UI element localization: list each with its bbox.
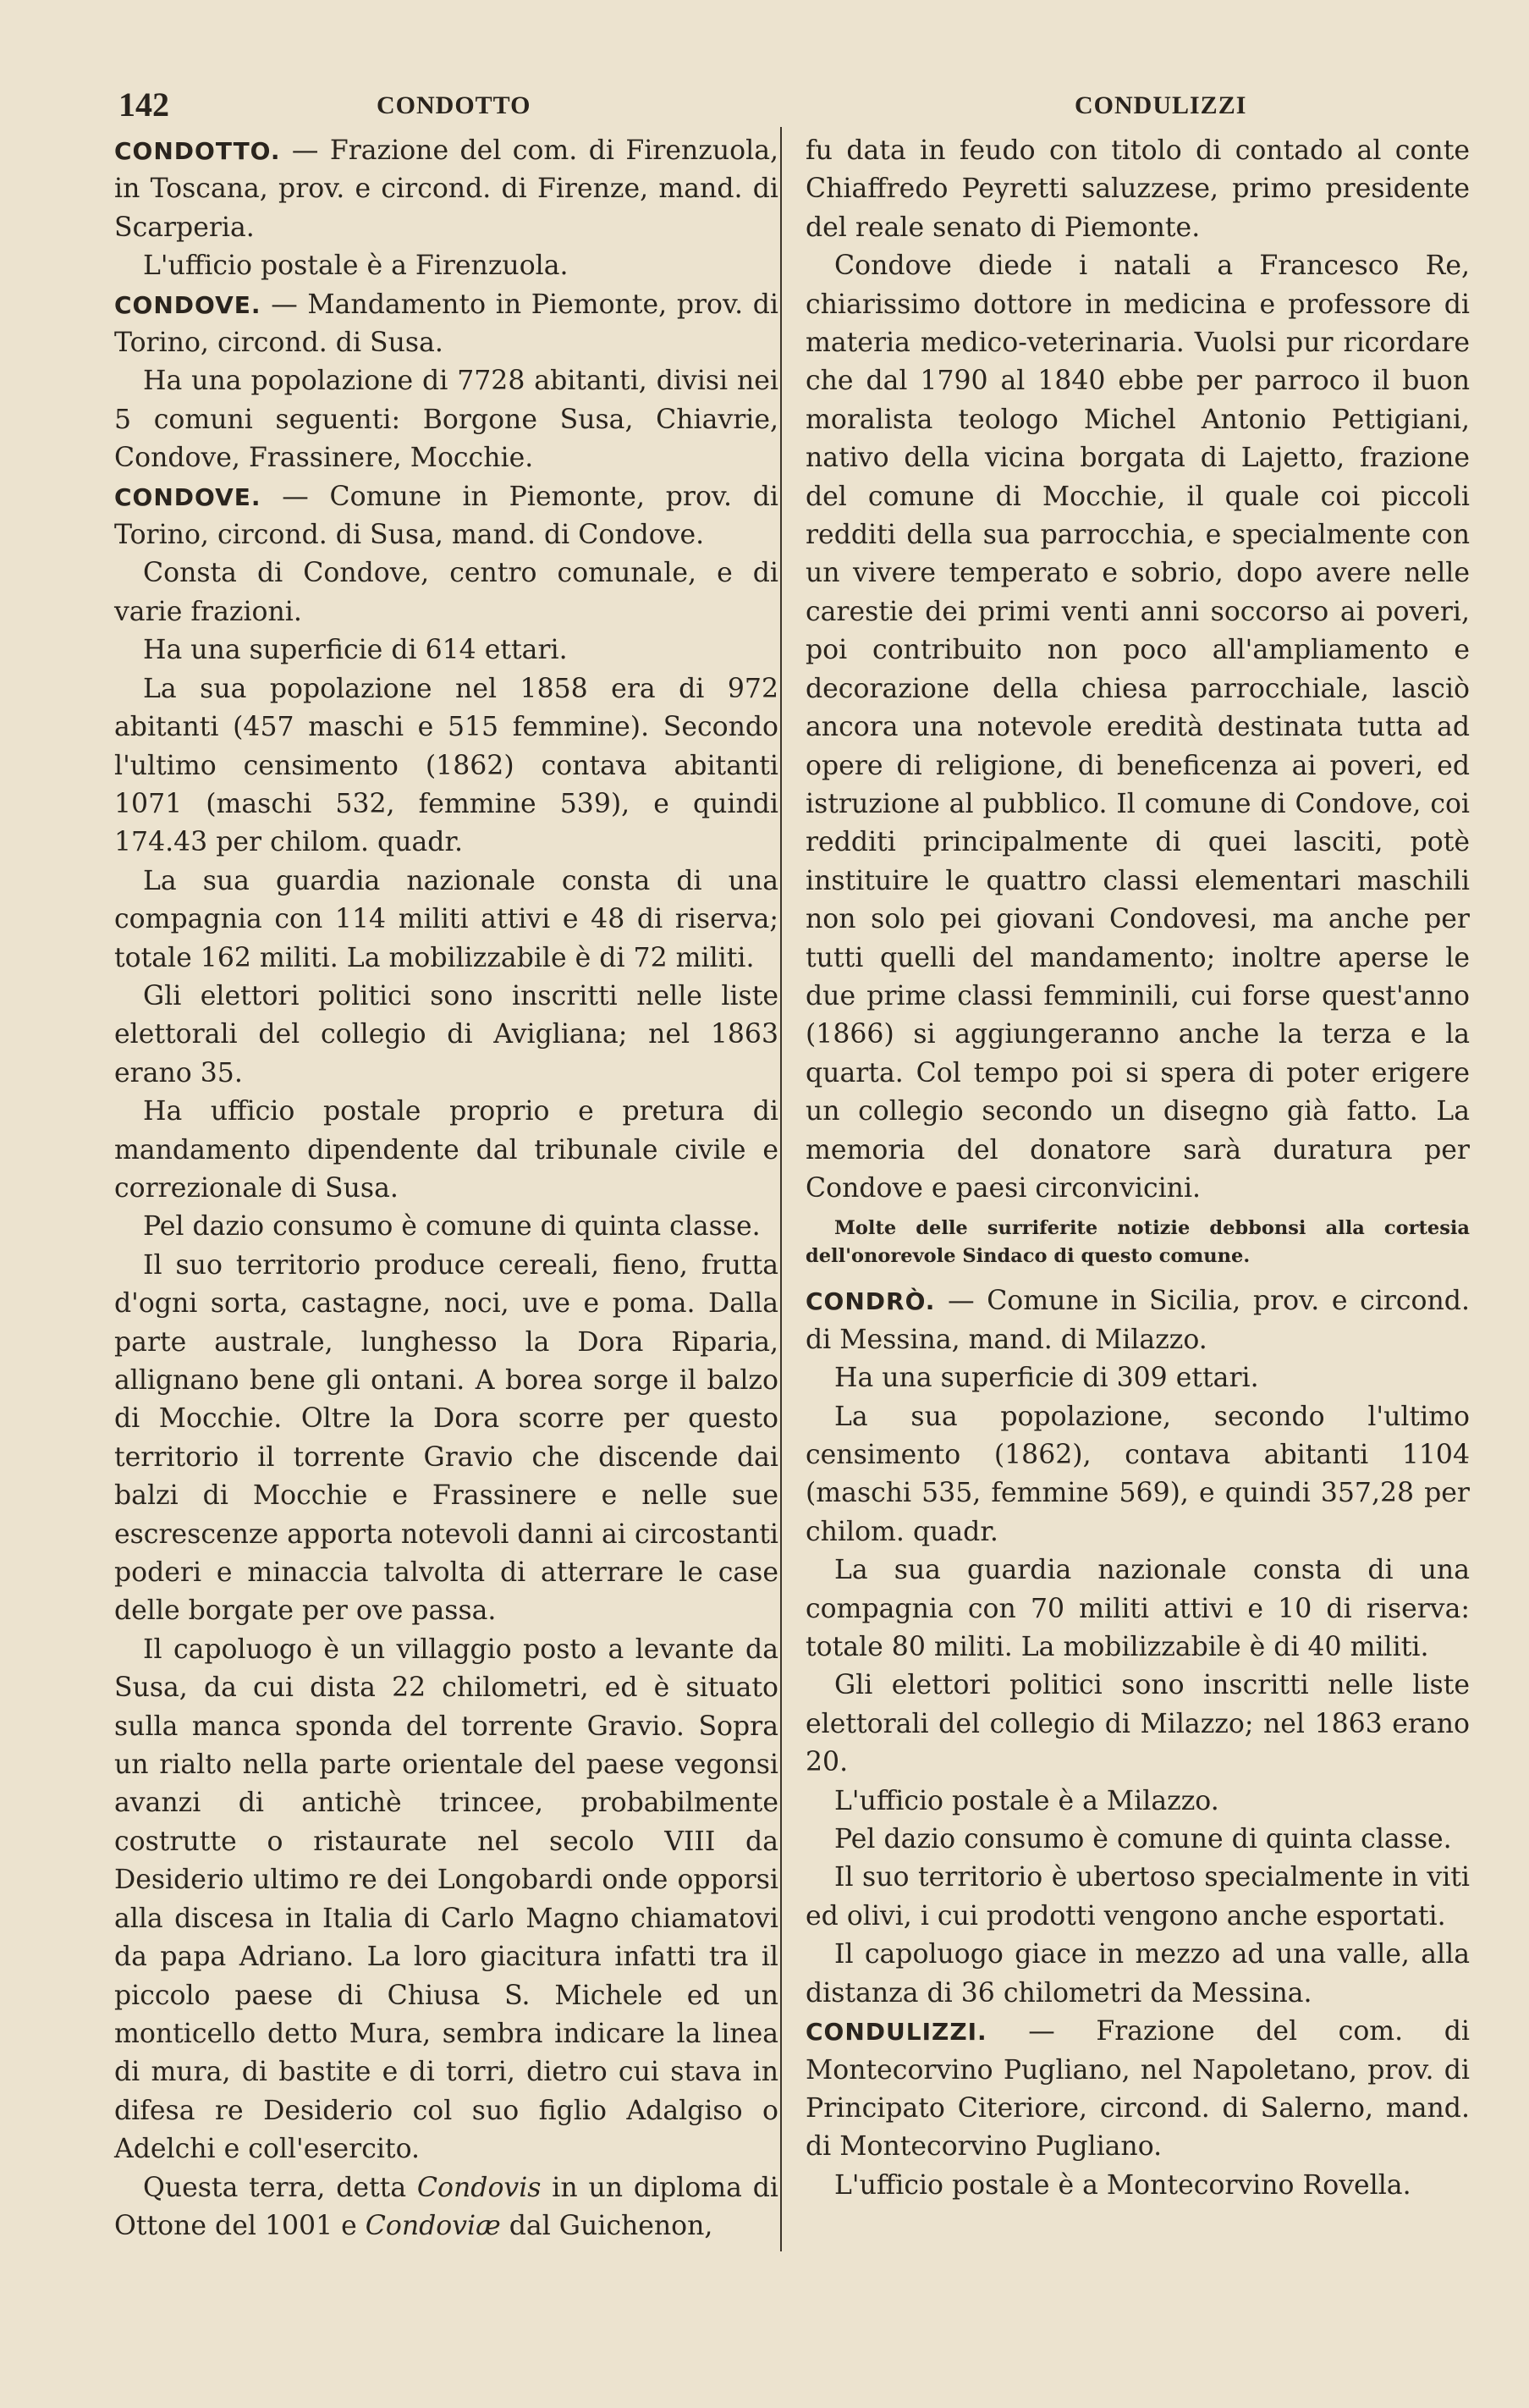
footnote: Molte delle surriferite notizie debbonsi alla cortesia dell'onorevole Sindaco di questo comune.: [806, 1217, 1470, 1268]
paragraph: Pel dazio consumo è comune di quinta classe.: [143, 1211, 761, 1243]
text-fragment: in un diploma di Ottone del 1001 e: [114, 2172, 778, 2241]
left-running-head: CONDOTTO: [377, 91, 531, 119]
paragraph: Condove diede i natali a Francesco Re, chiarissimo dottore in medicina e professore di materia medico-veterinaria. Vuolsi pur ricordare che dal 1790 al 1840 ebbe per parroco il buon moralista teologo Michel Antonio Pettigiani, nativo della vicina borgata di Lajetto, frazione del comune di Mocchie, il quale coi piccoli redditi della sua parrocchia, e specialmente con un vivere temperato e sobrio, dopo avere nelle carestie dei primi venti anni soccorso ai poveri, poi contribuito non poco all'ampliamento e decorazione della chiesa parrocchiale, lasciò ancora una notevole eredità destinata tutta ad opere di religione, di beneficenza ai poveri, ed istruzione al pubblico. Il comune di Condove, coi redditi principalmente di quei lasciti, potè instituire le quattro classi elementari maschili non solo pei giovani Condovesi, ma anche per tutti quelli del mandamento; inoltre aperse le due prime classi femminili, cui forse quest'anno (1866) si aggiungeranno anche la terza e la quarta. Col tempo poi si spera di poter erigere un collegio secondo un disegno già fatto. La memoria del donatore sarà duratura per Condove e paesi circonvicini.: [806, 251, 1470, 1204]
running-header: [118, 85, 1478, 127]
italic-term: Condovis: [416, 2172, 542, 2203]
entry-text: — Mandamento in Piemonte, prov. di Torino, circond. di Susa.: [114, 289, 778, 359]
paragraph: La sua popolazione nel 1858 era di 972 abitanti (457 maschi e 515 femmine). Secondo l'ultimo censimento (1862) contava abitanti 1071 (maschi 532, femmine 539), e quindi 174.43 per chilom. quadr.: [114, 673, 778, 858]
paragraph: Pel dazio consumo è comune di quinta classe.: [834, 1824, 1452, 1855]
entry-condotto: [114, 132, 778, 247]
paragraph: La sua guardia nazionale consta di una compagnia con 70 militi attivi e 10 di riserva: totale 80 militi. La mobilizzabile è di 40 militi.: [806, 1555, 1470, 1663]
text-fragment: dal Guichenon,: [500, 2210, 713, 2241]
italic-term: Condoviæ: [365, 2210, 501, 2241]
entry-text: — Comune in Piemonte, prov. di Torino, circond. di Susa, mand. di Condove.: [114, 481, 778, 551]
right-running-head: CONDULIZZI: [1075, 91, 1247, 119]
entry-text: — Comune in Sicilia, prov. e circond. di Messina, mand. di Milazzo.: [806, 1286, 1470, 1355]
paragraph: La sua popolazione, secondo l'ultimo censimento (1862), contava abitanti 1104 (maschi 535, femmine 569), e quindi 357,28 per chilom. quadr.: [806, 1401, 1470, 1547]
text-fragment: Questa terra, detta: [143, 2172, 417, 2203]
paragraph: L'ufficio postale è a Milazzo.: [834, 1785, 1219, 1816]
headword: CONDRÒ.: [806, 1287, 936, 1316]
paragraph: Consta di Condove, centro comunale, e di varie frazioni.: [114, 558, 778, 627]
paragraph: Il suo territorio è ubertoso specialmente in viti ed olivi, i cui prodotti vengono anche esportati.: [806, 1862, 1470, 1931]
right-column: [806, 132, 1470, 2205]
paragraph: Gli elettori politici sono inscritti nelle liste elettorali del collegio di Avigliana; nel 1863 erano 35.: [114, 980, 778, 1088]
paragraph: La sua guardia nazionale consta di una compagnia con 114 militi attivi e 48 di riserva; totale 162 militi. La mobilizzabile è di 72 militi.: [114, 865, 778, 973]
paragraph: [114, 2169, 778, 2246]
headword: CONDOVE.: [114, 482, 261, 511]
entry-condro: [806, 1282, 1470, 1359]
paragraph: Ha una superficie di 309 ettari.: [834, 1363, 1259, 1394]
entry-text: — Frazione del com. di Montecorvino Pugliano, nel Napoletano, prov. di Principato Citeriore, circond. di Salerno, mand. di Montecorvino Pugliano.: [806, 2016, 1470, 2163]
entry-condulizzi: [806, 2013, 1470, 2167]
paragraph: Il capoluogo è un villaggio posto a levante da Susa, da cui dista 22 chilometri, ed è situato sulla manca sponda del torrente Gravio. Sopra un rialto nella parte orientale del paese vegonsi avanzi di antichè trincee, probabilmente costrutte o ristaurate nel secolo VIII da Desiderio ultimo re dei Longobardi onde opporsi alla discesa in Italia di Carlo Magno chiamatovi da papa Adriano. La loro giacitura infatti tra il piccolo paese di Chiusa S. Michele ed un monticello detto Mura, sembra indicare la linea di mura, di bastite e di torri, dietro cui stava in difesa re Desiderio col suo figlio Adalgiso o Adelchi e coll'esercito.: [114, 1634, 778, 2165]
paragraph-continuation: fu data in feudo con titolo di contado al conte Chiaffredo Peyretti saluzzese, primo presidente del reale senato di Piemonte.: [806, 135, 1470, 243]
paragraph: Ha una popolazione di 7728 abitanti, divisi nei 5 comuni seguenti: Borgone Susa, Chiavrie, Condove, Frassinere, Mocchie.: [114, 366, 778, 474]
paragraph: Ha ufficio postale proprio e pretura di mandamento dipendente dal tribunale civile e correzionale di Susa.: [114, 1096, 778, 1204]
paragraph: L'ufficio postale è a Montecorvino Rovella.: [834, 2169, 1411, 2201]
column-divider: [780, 127, 782, 2251]
paragraph: Il suo territorio produce cereali, fieno, frutta d'ogni sorta, castagne, noci, uve e poma. Dalla parte australe, lunghesso la Dora Riparia, allignano bene gli ontani. A borea sorge il balzo di Mocchie. Oltre la Dora scorre per questo territorio il torrente Gravio che discende dai balzi di Mocchie e Frassinere e nelle sue escrescenze apporta notevoli danni ai circostanti poderi e minaccia talvolta di atterrare le case delle borgate per ove passa.: [114, 1249, 778, 1627]
paragraph: Ha una superficie di 614 ettari.: [143, 635, 568, 666]
left-column: [114, 132, 778, 2245]
headword: CONDULIZZI.: [806, 2018, 987, 2047]
headword: CONDOVE.: [114, 290, 261, 319]
entry-condove-comune: [114, 478, 778, 555]
paragraph: L'ufficio postale è a Firenzuola.: [143, 251, 569, 282]
headword: CONDOTTO.: [114, 137, 281, 165]
page-number: 142: [118, 85, 169, 124]
entry-condove-mandamento: [114, 286, 778, 363]
paragraph: Gli elettori politici sono inscritti nelle liste elettorali del collegio di Milazzo; nel 1863 erano 20.: [806, 1670, 1470, 1778]
entry-text: — Frazione del com. di Firenzuola, in Toscana, prov. e circond. di Firenze, mand. di Scarperia.: [114, 135, 778, 243]
paragraph: Il capoluogo giace in mezzo ad una valle, alla distanza di 36 chilometri da Messina.: [806, 1939, 1470, 2009]
